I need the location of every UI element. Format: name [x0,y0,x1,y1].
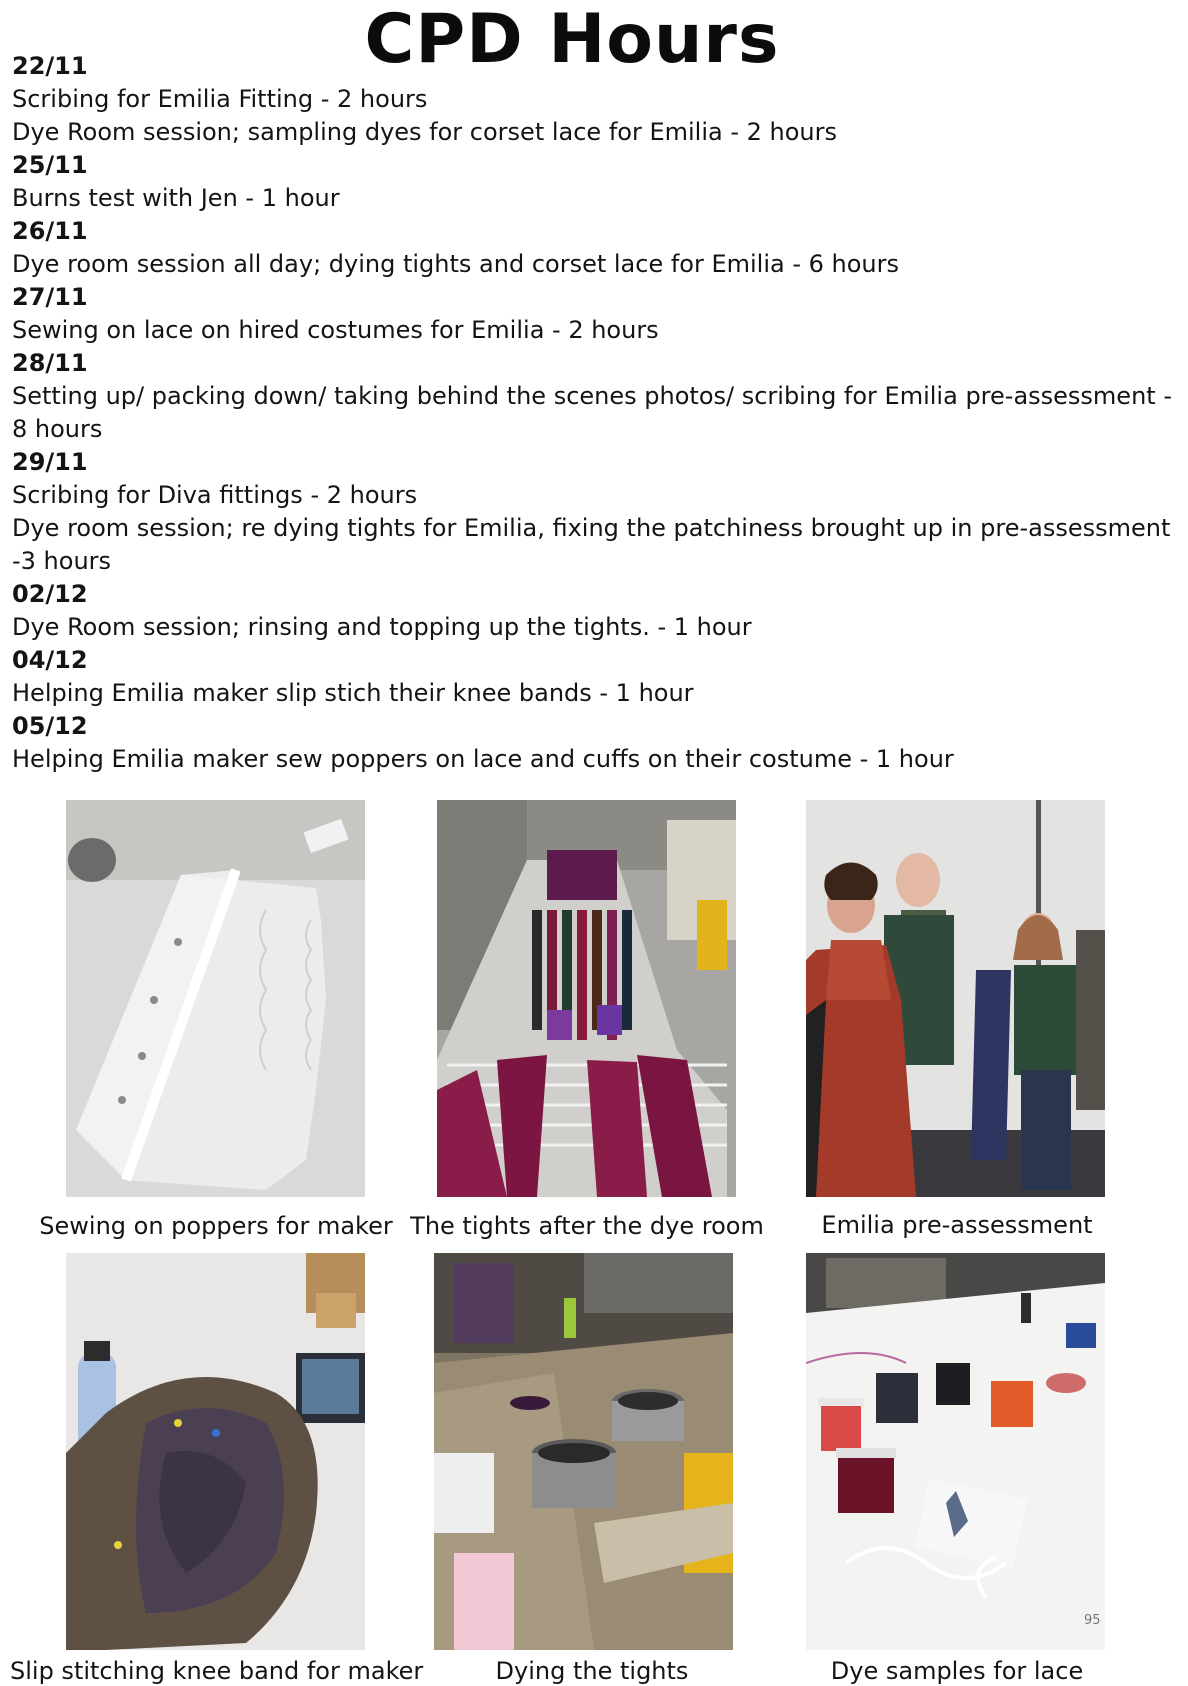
photo-caption: Dying the tights [495,1657,689,1685]
log-date: 22/11 [12,52,88,80]
photo-tights-drying [437,800,736,1197]
log-date: 04/12 [12,646,88,674]
photo-caption: Sewing on poppers for maker [39,1212,393,1240]
log-entry: Helping Emilia maker sew poppers on lace and cuffs on their costume - 1 hour [12,745,954,773]
log-entry: Scribing for Diva fittings - 2 hours [12,481,418,509]
log-date: 29/11 [12,448,88,476]
log-entry: Helping Emilia maker slip stich their knee bands - 1 hour [12,679,694,707]
photo-caption: Slip stitching knee band for maker [10,1657,424,1685]
log-date: 28/11 [12,349,88,377]
log-entry: Sewing on lace on hired costumes for Emilia - 2 hours [12,316,659,344]
log-entry: Setting up/ packing down/ taking behind the scenes photos/ scribing for Emilia pre-assessment - 8 hours [12,382,1172,443]
photo-emilia-pre-assessment [806,800,1105,1197]
photo-dye-samples [806,1253,1105,1650]
log-entry: Dye room session; re dying tights for Emilia, fixing the patchiness brought up in pre-assessment -3 hours [12,514,1171,575]
log-date: 27/11 [12,283,88,311]
log-date: 02/12 [12,580,88,608]
page-title: CPD Hours [364,0,780,79]
log-entry: Dye Room session; rinsing and topping up the tights. - 1 hour [12,613,752,641]
photo-lace-poppers [66,800,365,1197]
log-entry: Dye Room session; sampling dyes for corset lace for Emilia - 2 hours [12,118,837,146]
photo-caption: Emilia pre-assessment [821,1211,1093,1239]
photo-caption: Dye samples for lace [830,1657,1084,1685]
photo-caption: The tights after the dye room [410,1212,764,1240]
photo-dye-pots [434,1253,733,1650]
log-date: 26/11 [12,217,88,245]
log-date: 05/12 [12,712,88,740]
log-entry: Burns test with Jen - 1 hour [12,184,340,212]
photo-knee-band [66,1253,365,1650]
cpd-log [12,50,1182,776]
log-entry: Scribing for Emilia Fitting - 2 hours [12,85,428,113]
page-number: 95 [1084,1613,1101,1628]
log-entry: Dye room session all day; dying tights and corset lace for Emilia - 6 hours [12,250,900,278]
log-date: 25/11 [12,151,88,179]
